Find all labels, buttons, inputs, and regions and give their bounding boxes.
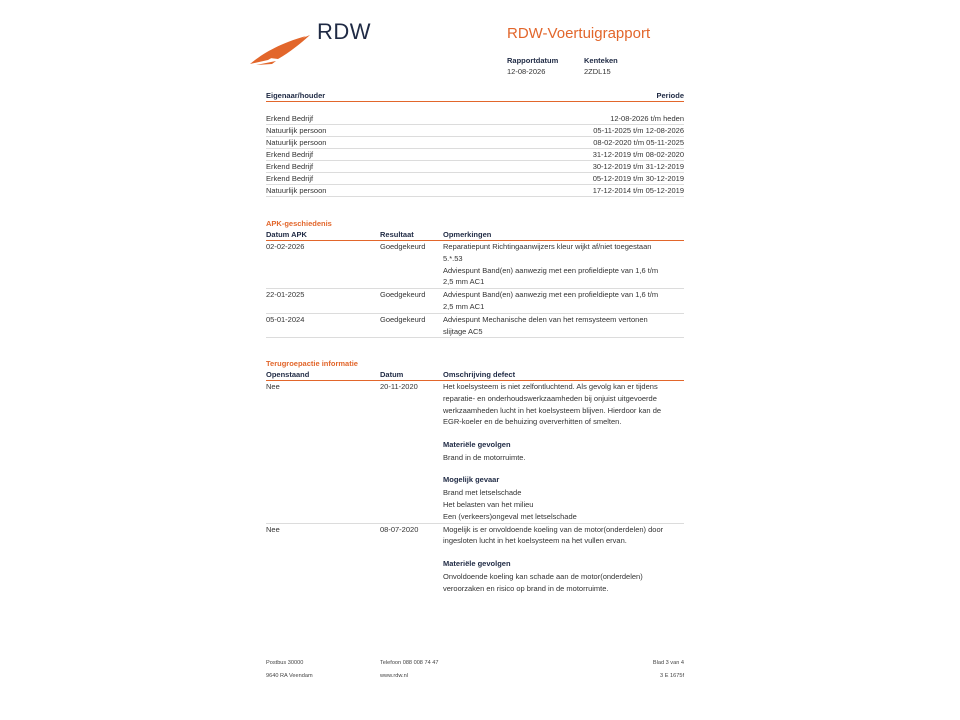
footer-page-number: Blad 3 van 4 [652,660,684,666]
logo-text: RDW [317,19,372,44]
consequence-line: veroorzaken en risico op brand in de motorruimte. [443,583,609,593]
owner-period: 17-12-2014 t/m 05-12-2019 [592,186,684,195]
license-plate-value: 2ZDL15 [584,67,611,76]
apk-date: 02-02-2026 [266,242,305,251]
owner-name: Erkend Bedrijf [266,150,314,159]
apk-date-header: Datum APK [266,230,307,239]
recall-section-title: Terugroepactie informatie [266,359,358,368]
recall-desc-line: ingesloten lucht in het koelsysteem na het vullen ervan. [443,536,627,546]
owner-name: Natuurlijk persoon [266,126,327,135]
owners-header-rule [266,101,684,102]
recall-desc-line: Het koelsysteem is niet zelfontluchtend. Als gevolg kan er tijdens [443,382,658,391]
owner-name: Erkend Bedrijf [266,162,314,171]
consequence-line: Onvoldoende koeling kan schade aan de motor(onderdelen) [443,571,643,581]
apk-remark-line: 2,5 mm AC1 [443,277,485,287]
owner-period: 05-11-2025 t/m 12-08-2026 [593,126,684,135]
owner-period: 31-12-2019 t/m 08-02-2020 [592,150,684,159]
apk-remark-line: 2,5 mm AC1 [443,302,485,311]
danger-line: Brand met letselschade [443,488,522,498]
apk-date: 22-01-2025 [266,290,305,300]
owner-period: 05-12-2019 t/m 30-12-2019 [592,174,684,183]
period-column-header: Periode [656,91,684,100]
owner-name: Natuurlijk persoon [266,186,327,195]
apk-result: Goedgekeurd [380,290,426,300]
recall-desc-header: Omschrijving defect [443,370,516,379]
recall-open: Nee [266,382,280,391]
recall-open-header: Openstaand [266,370,310,379]
report-date-label: Rapportdatum [507,56,559,65]
recall-date-header: Datum [380,370,404,379]
recall-date: 08-07-2020 [380,524,419,534]
apk-remark-line: Reparatiepunt Richtingaanwijzers kleur wijkt af/niet toegestaan [443,242,652,251]
apk-remark-line: 5.*.53 [443,253,463,263]
footer-address-line1: Postbus 30000 [266,660,304,666]
apk-remark-line: Adviespunt Band(en) aanwezig met een profieldiepte van 1,6 t/m [443,265,659,275]
owner-name: Erkend Bedrijf [266,114,314,123]
footer-website-link[interactable]: www.rdw.nl [380,673,408,679]
apk-date: 05-01-2024 [266,314,305,324]
recall-desc-line: reparatie- en onderhoudswerkzaamheden bij onjuist uitgevoerde [443,393,657,403]
row-divider [266,337,684,338]
recall-desc-line: Mogelijk is er onvoldoende koeling van de motor(onderdelen) door [443,524,664,534]
apk-remarks-header: Opmerkingen [443,230,492,239]
consequences-heading: Materiële gevolgen [443,559,511,568]
report-date-value: 12-08-2026 [507,67,546,76]
document-title: RDW-Voertuigrapport [507,25,651,42]
apk-result: Goedgekeurd [380,314,426,324]
recall-desc-line: EGR-koeler en de behuizing oververhitten of smelten. [443,417,622,427]
apk-remark-line: slijtage AC5 [443,326,483,336]
apk-result: Goedgekeurd [380,242,426,251]
consequence-line: Brand in de motorruimte. [443,452,526,462]
apk-remark-line: Adviespunt Mechanische delen van het remsysteem vertonen [443,314,648,324]
danger-line: Een (verkeers)ongeval met letselschade [443,511,577,521]
recall-date: 20-11-2020 [380,382,418,391]
owner-column-header: Eigenaar/houder [266,91,326,100]
apk-section-title: APK-geschiedenis [266,219,332,228]
owner-period: 08-02-2020 t/m 05-11-2025 [593,138,684,147]
owner-period: 12-08-2026 t/m heden [610,114,684,123]
recall-open: Nee [266,524,280,534]
danger-line: Het belasten van het milieu [443,500,534,509]
footer-address-line2: 9640 RA Veendam [266,673,313,679]
owner-name: Natuurlijk persoon [266,138,327,147]
rdw-logo-icon [248,32,312,66]
row-divider [266,196,684,197]
footer-phone: Telefoon 088 008 74 47 [380,660,439,666]
recall-desc-line: werkzaamheden lucht in het koelsysteem blijven. Hierdoor kan de [443,405,662,415]
owner-period: 30-12-2019 t/m 31-12-2019 [592,162,684,171]
apk-remark-line: Adviespunt Band(en) aanwezig met een profieldiepte van 1,6 t/m [443,290,659,300]
license-plate-label: Kenteken [584,56,618,65]
danger-heading: Mogelijk gevaar [443,475,500,485]
owner-name: Erkend Bedrijf [266,174,314,183]
apk-result-header: Resultaat [380,230,414,239]
footer-code: 3 E 1675f [660,673,684,679]
consequences-heading: Materiële gevolgen [443,440,511,449]
